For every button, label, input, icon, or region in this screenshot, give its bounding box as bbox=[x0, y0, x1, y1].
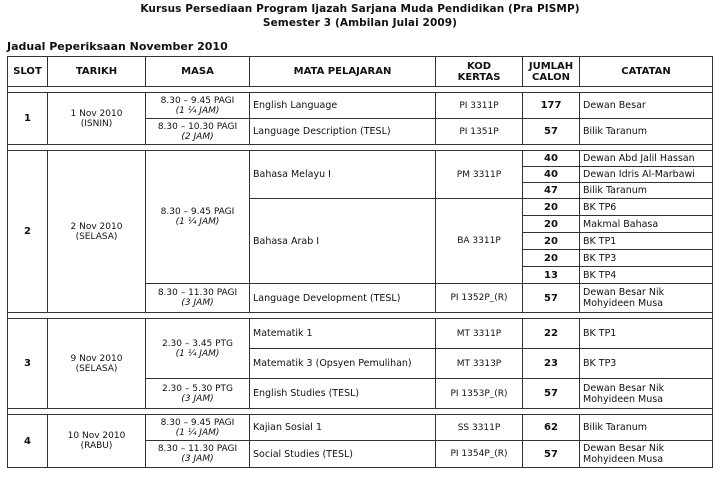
date-label: 1 Nov 2010 bbox=[70, 108, 123, 119]
subject-name: Language Description (TESL) bbox=[250, 119, 436, 145]
subject-name: Matematik 1 bbox=[250, 319, 436, 349]
paper-code: PI 1354P_(R) bbox=[436, 441, 523, 468]
header-catatan: CATATAN bbox=[580, 57, 713, 87]
slot-number: 4 bbox=[8, 415, 48, 468]
paper-code: PI 1352P_(R) bbox=[436, 284, 523, 313]
table-row bbox=[8, 319, 713, 349]
candidate-count: 20 bbox=[523, 233, 580, 250]
day-label: (SELASA) bbox=[75, 231, 118, 242]
subject-name: Bahasa Arab I bbox=[250, 199, 436, 284]
venue-note: BK TP3 bbox=[580, 250, 713, 267]
venue-note: Dewan Abd Jalil Hassan bbox=[580, 151, 713, 167]
exam-time bbox=[146, 415, 250, 441]
header-kod-line1: KOD bbox=[466, 60, 492, 72]
table-header-row bbox=[8, 57, 713, 87]
header-kod-line2: KERTAS bbox=[457, 71, 501, 83]
candidate-count: 22 bbox=[523, 319, 580, 349]
exam-time bbox=[146, 441, 250, 468]
slot-number: 3 bbox=[8, 319, 48, 409]
duration-label: (1 ¼ JAM) bbox=[175, 105, 220, 116]
venue-note: Dewan Besar bbox=[580, 93, 713, 119]
candidate-count: 57 bbox=[523, 379, 580, 409]
date-label: 9 Nov 2010 bbox=[70, 353, 123, 364]
paper-code: BA 3311P bbox=[436, 199, 523, 284]
document-title: Kursus Persediaan Program Ijazah Sarjana Muda Pendidikan (Pra PISMP) bbox=[140, 3, 580, 15]
duration-label: (3 JAM) bbox=[181, 393, 214, 404]
time-label: 8.30 – 9.45 PAGI bbox=[160, 417, 235, 428]
paper-code: PI 1351P bbox=[436, 119, 523, 145]
paper-code: PI 3311P bbox=[436, 93, 523, 119]
exam-time bbox=[146, 93, 250, 119]
header-jumlah-calon bbox=[523, 57, 580, 87]
candidate-count: 57 bbox=[523, 284, 580, 313]
paper-code: PM 3311P bbox=[436, 151, 523, 199]
exam-time bbox=[146, 379, 250, 409]
subject-name: Kajian Sosial 1 bbox=[250, 415, 436, 441]
venue-note: Dewan Besar Nik Mohyideen Musa bbox=[580, 441, 713, 468]
date-label: 10 Nov 2010 bbox=[67, 431, 126, 441]
venue-note: Bilik Taranum bbox=[580, 415, 713, 441]
schedule-subtitle: Jadual Peperiksaan November 2010 bbox=[7, 40, 228, 53]
venue-note: BK TP6 bbox=[580, 199, 713, 216]
date-label: 2 Nov 2010 bbox=[70, 221, 123, 232]
venue-note: Makmal Bahasa bbox=[580, 216, 713, 233]
subject-name: English Studies (TESL) bbox=[250, 379, 436, 409]
venue-note: Dewan Besar Nik Mohyideen Musa bbox=[580, 284, 713, 313]
duration-label: (1 ¼ JAM) bbox=[175, 217, 220, 227]
candidate-count: 13 bbox=[523, 267, 580, 284]
venue-note: Bilik Taranum bbox=[580, 183, 713, 199]
header-tarikh: TARIKH bbox=[48, 57, 146, 87]
candidate-count: 177 bbox=[523, 93, 580, 119]
paper-code: MT 3311P bbox=[436, 319, 523, 349]
exam-time bbox=[146, 119, 250, 145]
duration-label: (2 JAM) bbox=[181, 131, 214, 142]
subject-name: Language Development (TESL) bbox=[250, 284, 436, 313]
time-label: 2.30 – 5.30 PTG bbox=[161, 383, 234, 394]
candidate-count: 20 bbox=[523, 250, 580, 267]
paper-code: SS 3311P bbox=[436, 415, 523, 441]
candidate-count: 62 bbox=[523, 415, 580, 441]
exam-time bbox=[146, 284, 250, 313]
header-masa: MASA bbox=[146, 57, 250, 87]
candidate-count: 47 bbox=[523, 183, 580, 199]
candidate-count: 57 bbox=[523, 119, 580, 145]
venue-note: BK TP1 bbox=[580, 233, 713, 250]
exam-schedule-table bbox=[7, 56, 713, 468]
slot-number: 1 bbox=[8, 93, 48, 145]
time-label: 2.30 – 3.45 PTG bbox=[161, 338, 234, 349]
duration-label: (3 JAM) bbox=[181, 454, 214, 464]
subject-name: Bahasa Melayu I bbox=[250, 151, 436, 199]
time-label: 8.30 – 9.45 PAGI bbox=[160, 95, 235, 106]
paper-code: PI 1353P_(R) bbox=[436, 379, 523, 409]
header-jumlah-line2: CALON bbox=[532, 71, 570, 83]
document-semester: Semester 3 (Ambilan Julai 2009) bbox=[262, 17, 458, 29]
duration-label: (1 ¼ JAM) bbox=[175, 427, 220, 438]
venue-note: Dewan Besar Nik Mohyideen Musa bbox=[580, 379, 713, 409]
venue-note: BK TP3 bbox=[580, 349, 713, 379]
header-kod-kertas bbox=[436, 57, 523, 87]
candidate-count: 20 bbox=[523, 216, 580, 233]
venue-note: Bilik Taranum bbox=[580, 119, 713, 145]
day-label: (SELASA) bbox=[75, 363, 118, 374]
candidate-count: 57 bbox=[523, 441, 580, 468]
candidate-count: 20 bbox=[523, 199, 580, 216]
table-row bbox=[8, 93, 713, 119]
header-jumlah-line1: JUMLAH bbox=[528, 60, 574, 72]
subject-name: Social Studies (TESL) bbox=[250, 441, 436, 468]
day-label: (ISNIN) bbox=[80, 118, 113, 129]
exam-date bbox=[48, 319, 146, 409]
subject-name: Matematik 3 (Opsyen Pemulihan) bbox=[250, 349, 436, 379]
exam-date bbox=[48, 151, 146, 313]
exam-date bbox=[48, 93, 146, 145]
candidate-count: 40 bbox=[523, 151, 580, 167]
candidate-count: 23 bbox=[523, 349, 580, 379]
table-row bbox=[8, 151, 713, 167]
time-label: 8.30 – 9.45 PAGI bbox=[160, 207, 235, 217]
slot-number: 2 bbox=[8, 151, 48, 313]
candidate-count: 40 bbox=[523, 167, 580, 183]
exam-date bbox=[48, 415, 146, 468]
header-slot: SLOT bbox=[8, 57, 48, 87]
time-label: 8.30 – 11.30 PAGI bbox=[157, 288, 238, 298]
paper-code: MT 3313P bbox=[436, 349, 523, 379]
header-mata-pelajaran: MATA PELAJARAN bbox=[250, 57, 436, 87]
subject-name: English Language bbox=[250, 93, 436, 119]
day-label: (RABU) bbox=[80, 441, 113, 451]
venue-note: BK TP1 bbox=[580, 319, 713, 349]
duration-label: (1 ¼ JAM) bbox=[175, 348, 220, 359]
venue-note: Dewan Idris Al-Marbawi bbox=[580, 167, 713, 183]
time-label: 8.30 – 11.30 PAGI bbox=[157, 444, 238, 454]
venue-note: BK TP4 bbox=[580, 267, 713, 284]
table-row bbox=[8, 415, 713, 441]
exam-time bbox=[146, 151, 250, 284]
exam-time bbox=[146, 319, 250, 379]
time-label: 8.30 – 10.30 PAGI bbox=[157, 121, 238, 132]
duration-label: (3 JAM) bbox=[181, 298, 214, 308]
